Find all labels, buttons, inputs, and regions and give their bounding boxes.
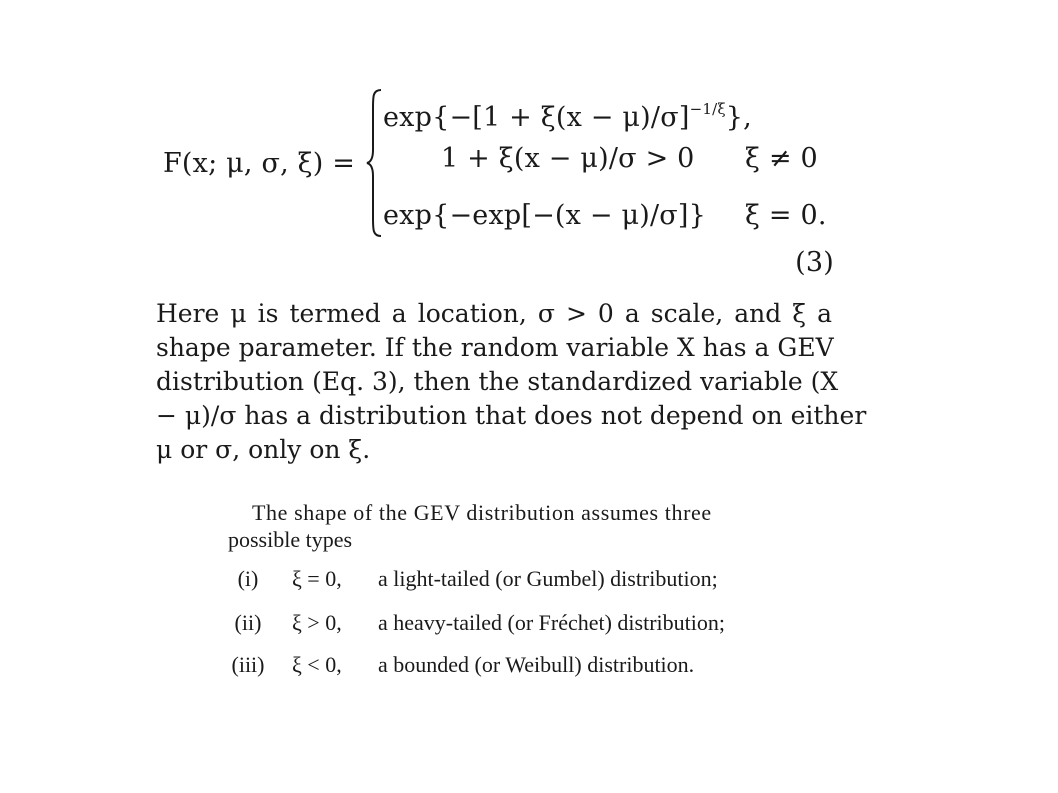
case1-condition: 1 + ξ(x − μ)/σ > 0 [441,143,695,174]
paragraph-line: distribution (Eq. 3), then the standardized variable (X [156,367,839,396]
paragraph-line: − μ)/σ has a distribution that does not depend on either [156,401,867,430]
type-condition: ξ < 0, [292,652,342,677]
description-paragraph [156,297,867,467]
case1-xi-condition: ξ ≠ 0 [745,143,818,174]
case1-tail: }, [725,102,752,133]
type-condition: ξ = 0, [292,566,342,591]
types-intro-line1: The shape of the GEV distribution assumes three [252,500,712,525]
case1-expression [383,100,752,133]
case2-xi-condition: ξ = 0. [745,200,827,231]
case1-exponent: −1/ξ [689,100,726,118]
paragraph-line: μ or σ, only on ξ. [156,435,371,464]
type-description: a bounded (or Weibull) distribution. [378,652,695,677]
type-number: (iii) [231,652,265,677]
type-number: (i) [237,566,259,591]
type-description: a heavy-tailed (or Fréchet) distribution; [378,610,725,635]
type-number: (ii) [234,610,262,635]
case2-expression: exp{−exp[−(x − μ)/σ]} [383,200,707,231]
equation-number: (3) [795,247,834,278]
type-description: a light-tailed (or Gumbel) distribution; [378,566,718,591]
paragraph-line: shape parameter. If the random variable X has a GEV [156,333,834,362]
equation-lhs: F(x; μ, σ, ξ) = [163,148,356,179]
paragraph-line: Here μ is termed a location, σ > 0 a scale, and ξ a [156,299,832,328]
case1-expr: exp{−[1 + ξ(x − μ)/σ] [383,102,690,133]
left-brace-icon [366,88,382,238]
type-condition: ξ > 0, [292,610,342,635]
types-intro-line2: possible types [228,527,353,552]
